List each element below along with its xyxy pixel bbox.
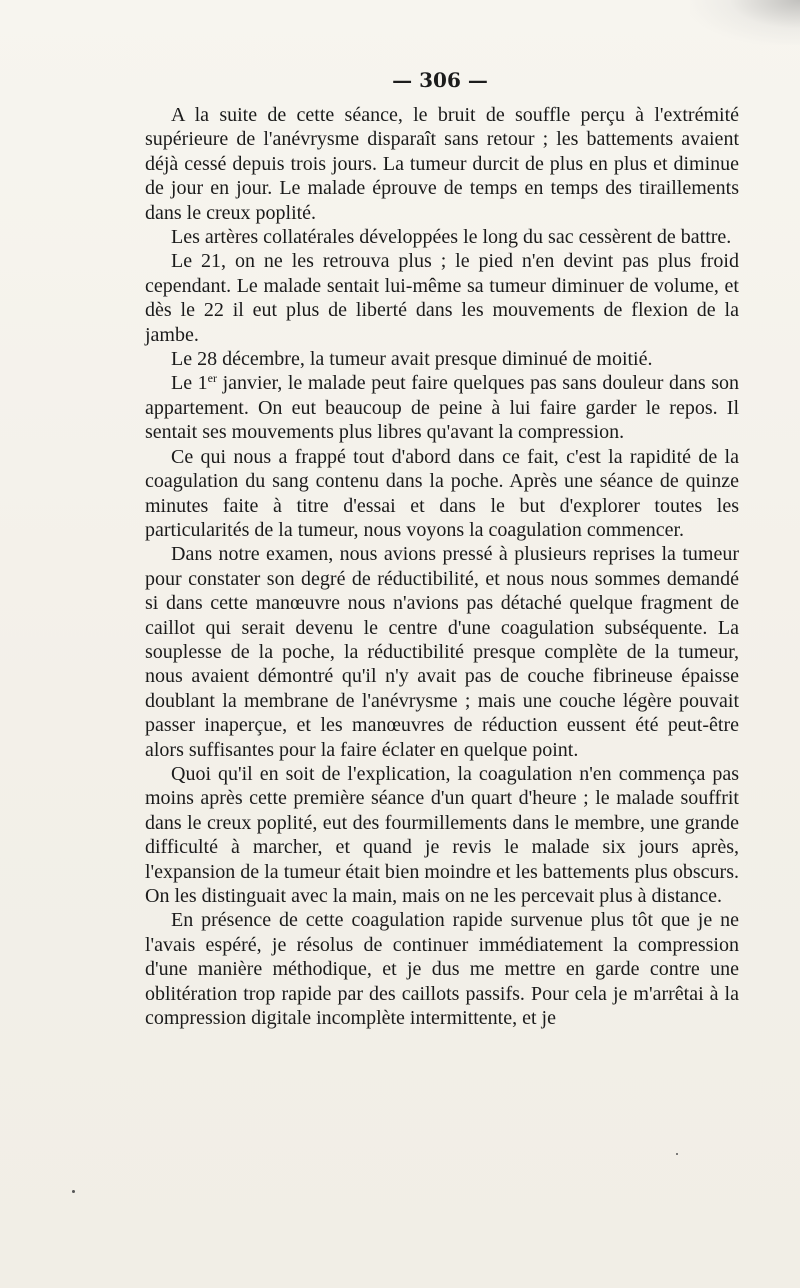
- paragraph-5-text: janvier, le malade peut faire quelques pas sans douleur dans son appartement. On eut beaucoup de peine à lui faire garder le repos. Il sentait ses mouvements plus libres qu'avant la compression.: [145, 372, 740, 444]
- page-corner-shadow: [690, 0, 800, 45]
- paragraph-9: En présence de cette coagulation rapide survenue plus tôt que je ne l'avais espéré, je résolus de continuer immédiatement la compression d'une manière méthodique, et je dus me mettre en garde contre une oblitération trop rapide par des caillots passifs. Pour cela je m'arrêtai à la compression digitale incomplète intermittente, et je: [145, 909, 739, 1030]
- paragraph-7: Dans notre examen, nous avions pressé à plusieurs reprises la tumeur pour constater son degré de réductibilité, et nous nous sommes demandé si dans cette manœuvre nous n'avions pas détaché quelque fragment de caillot qui serait devenu le centre d'une coagulation subséquente. La souplesse de la poche, la réductibilité presque complète de la tumeur, nous avaient démontré qu'il n'y avait pas de couche fibrineuse épaisse doublant la membrane de l'anévrysme ; mais une couche légère pouvait passer inaperçue, et les manœuvres de réduction eussent été peut-être alors suffisantes pour la faire éclater en quelque point.: [145, 543, 739, 761]
- body-text: [145, 103, 739, 1030]
- page-number: — 306 —: [392, 68, 488, 92]
- paragraph-5-prefix: Le 1: [171, 372, 208, 395]
- paragraph-5: [145, 371, 739, 444]
- paragraph-8: Quoi qu'il en soit de l'explication, la coagulation n'en commença pas moins après cette première séance d'un quart d'heure ; le malade souffrit dans le creux poplité, eut des fourmillements dans le membre, une grande difficulté à marcher, et quand je revis le malade six jours après, l'expansion de la tumeur était bien moindre et les battements plus obscurs. On les distinguait avec la main, mais on ne les percevait plus à distance.: [145, 762, 739, 907]
- paragraph-2: Les artères collatérales développées le long du sac cessèrent de battre.: [171, 226, 732, 249]
- ordinal-superscript: er: [207, 371, 217, 386]
- paragraph-3: Le 21, on ne les retrouva plus ; le pied n'en devint pas plus froid cependant. Le malade sentait lui-même sa tumeur diminuer de volume, et dès le 22 il eut plus de liberté dans les mouvements de flexion de la jambe.: [145, 250, 739, 346]
- paragraph-6: Ce qui nous a frappé tout d'abord dans ce fait, c'est la rapidité de la coagulation du sang contenu dans la poche. Après une séance de quinze minutes faite à titre d'essai et dans le but d'explorer toutes les particularités de la tumeur, nous voyons la coagulation commencer.: [145, 445, 739, 541]
- paper-speck: [676, 1153, 678, 1155]
- paragraph-4: Le 28 décembre, la tumeur avait presque diminué de moitié.: [171, 348, 653, 371]
- paragraph-1: A la suite de cette séance, le bruit de souffle perçu à l'extrémité supérieure de l'anévrysme disparaît sans retour ; les battements avaient déjà cessé depuis trois jours. La tumeur durcit de plus en plus et diminue de jour en jour. Le malade éprouve de temps en temps des tiraillements dans le creux poplité.: [145, 104, 739, 224]
- paper-speck: [72, 1190, 75, 1193]
